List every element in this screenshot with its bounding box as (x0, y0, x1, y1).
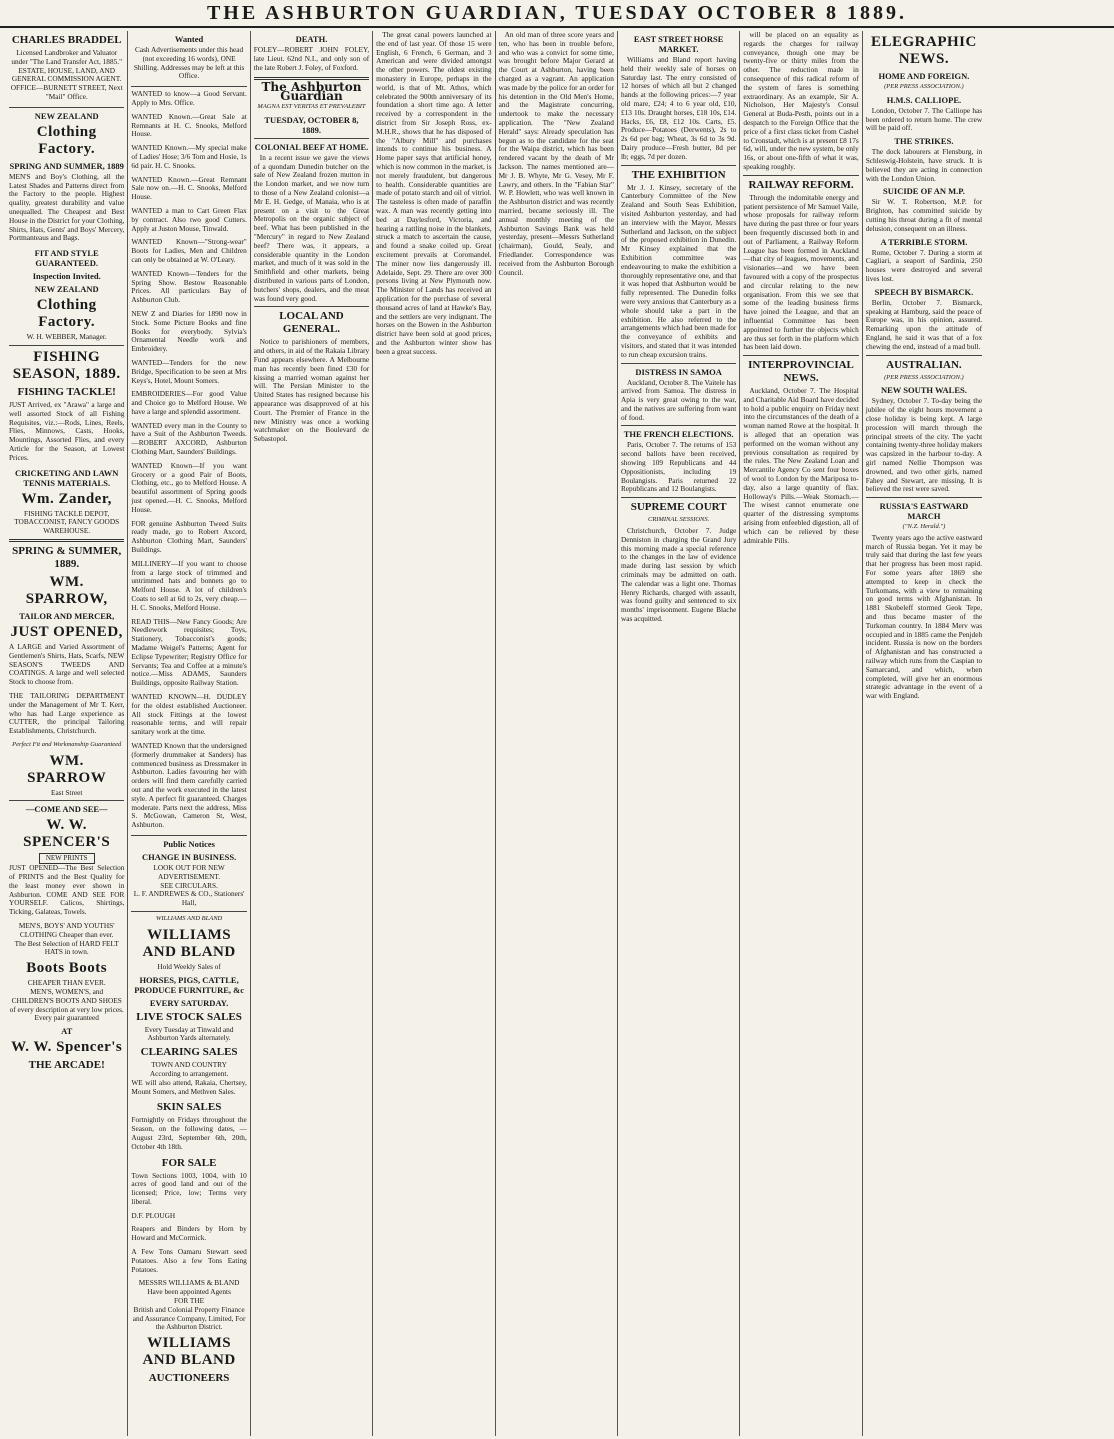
beef-heading: COLONIAL BEEF AT HOME. (254, 141, 369, 152)
divider (621, 497, 736, 498)
wanted-ad: WANTED Known.—Great Sale at Remnants at H. C. Snooks, Melford House. (131, 111, 247, 139)
divider (743, 355, 858, 356)
paper-title: The Ashburton Guardian (261, 80, 362, 104)
wanted-ad: READ THIS—New Fancy Goods; Are Needlework requisites; Toys, Stationery, Tobacconist's goods; Madame Weigel's Patterns; Agent for Eclipse Typewriter; Registry Office for Servants; Tea and Coffee at a minute's notice.—Miss ADAMS, Saunders Buildings, opposite Railway Station. (131, 616, 247, 688)
section-text: Town Sections 1003, 1004, with 10 acres of good land and out of the licensed; Price, low; Terms very liberal. (131, 1170, 247, 1206)
boots-ad-text: MEN'S, WOMEN'S, and CHILDREN'S BOOTS AND SHOES of every description at very low prices. Every pair guaranteed (9, 987, 124, 1023)
tailor-heading: TAILOR AND MERCER, (19, 610, 115, 621)
wanted-ad: EMBROIDERIES—For good Value and Choice go to Melford House. We have a large and splendid assortment. (131, 389, 247, 416)
columns (6, 31, 1108, 1436)
storm-text: Rome, October 7. During a storm at Cagliari, a seaport of Sardinia, 250 houses were destroyed and several lives lost. (865, 247, 983, 283)
wb-footer-heading: WILLIAMS AND BLAND (142, 1335, 236, 1369)
nz-heading-1: NEW ZEALAND (34, 110, 99, 121)
divider (9, 800, 124, 801)
wanted-ad: MILLINERY—If you want to choose from a large stock of trimmed and untrimmed hats and bonnets go to Melford House. A lot of children's Coats to sell at 6d to 2s, very cheap.—H. C. Snooks, Melford House. (131, 558, 247, 612)
east-street: East Street (50, 787, 83, 797)
mens-clothing: MEN'S, BOYS' AND YOUTHS' CLOTHING Cheaper than ever. (18, 921, 115, 939)
change-in-business: CHANGE IN BUSINESS. (141, 851, 237, 862)
wanted-ad: FOR genuine Ashburton Tweed Suits ready made, go to Robert Axcord, Ashburton Clothing Mart, Saunders' Buildings. (131, 518, 247, 555)
suicide-heading: SUICIDE OF AN M.P. (883, 186, 965, 197)
court-text: Christchurch, October 7. Judge Denniston in charging the Grand Jury this morning made a special reference to the changes in the law of evidence made during last session by which criminals may be admitted on oath. The calendar was a light one. Thomas Henry Richards, charged with assault, was found guilty and sentenced to six months' imprisonment. Eugene Blache was acquitted. (620, 526, 737, 624)
wb-heading: WILLIAMS AND BLAND (142, 926, 236, 960)
wanted-ad: WANTED Known—If you want Grocery or a good Pair of Boots, Clothing, etc., go to Melford House. A beautiful assortment of Spring goods just opened.—H. C. Snooks, Melford House. (131, 460, 247, 514)
braddel-heading: CHARLES BRADDEL (11, 34, 122, 46)
french-text: Paris, October 7. The returns of 153 second ballots have been received, showing 109 Republicans and 44 Oppositionists, including 19 Boulangists. Paris returned 22 Republicans and 12 Boulangists. (620, 440, 737, 494)
just-opened-heading: JUST OPENED, (10, 623, 123, 640)
spencer-heading-2: W. W. Spencer's (11, 1039, 123, 1056)
new-prints-box: NEW PRINTS (39, 853, 95, 864)
spencer-ad-text: JUST OPENED—The Best Selection of PRINTS and the Best Quality for the least money ever shown in Ashburton. COME AND SEE FOR YOURSELF. Calicos, Shirtings, Ticking, Galateas, Towels. (9, 863, 125, 917)
inspection-invited: Inspection Invited. (32, 271, 101, 282)
spring-summer-heading: SPRING & SUMMER, 1889. (12, 544, 122, 570)
auctioneers-heading: AUCTIONEERS (148, 1372, 230, 1385)
horse-market-text: Williams and Bland report having held their weekly sale of horses on Saturday last. The entry consisted of 12 horses of which all but 2 changed hands at the following prices:—7 year old mare, £24; 4 to 6 year old, £10, £13 10s. Draught horses, £18 10s, £14. Hacks, £6, £8, £12 10s. Carts, £5. Produce—Potatoes (Derwents), 2s to 2s 6d per bag; Wheat, 3s 6d to 3s 9d. Dairy produce—Fresh butter, 8d per lb; eggs, 7d per dozen. (620, 55, 737, 161)
divider (866, 497, 982, 498)
rakaia-text: WE will also attend, Rakaia, Chertsey, Mount Somers, and Methven Sales. (131, 1077, 247, 1096)
death-notice: FOLEY—ROBERT JOHN FOLEY, late Lieut. 62nd N.I., and only son of the late Robert J. Foley, of Foxford. (253, 45, 370, 72)
divider (621, 165, 736, 166)
bismarck-heading: SPEECH BY BISMARCK. (874, 286, 974, 297)
lookout-text: LOOK OUT FOR NEW ADVERTISEMENT. (153, 862, 225, 881)
australian-heading: AUSTRALIAN. (886, 358, 962, 371)
russia-heading: RUSSIA'S EASTWARD MARCH (879, 501, 969, 522)
divider (621, 425, 736, 426)
wanted-ad: NEW Z and Diaries for 1890 now in Stock. Some Picture Books and fine Books for everybody. Sylvia's Ornamental Needle work and Embroidery. (131, 308, 247, 354)
tailoring-text: THE TAILORING DEPARTMENT under the Management of Mr T. Kerr, who has had Large experience as CUTTER, the principal Tailoring Establishments, Christchurch. (9, 690, 125, 736)
column-4 (373, 31, 495, 1436)
public-notices-heading: Public Notices (163, 838, 215, 849)
town-country: TOWN AND COUNTRY (151, 1060, 227, 1070)
column-3 (251, 31, 373, 1436)
spencer-heading-1: W. W. SPENCER'S (23, 817, 111, 851)
suicide-text: Sir W. T. Robertson, M.P. for Brighton, has committed suicide by cutting his throat during a fit of mental delusion, consequent on an illness. (865, 197, 983, 233)
boots-subheading: CHEAPER THAN EVER. (27, 978, 106, 988)
sparrow-ad-text: A LARGE and Varied Assortment of Gentlemen's Shirts, Hats, Scarfs, NEW SEASON'S TWEEDS AND COATINGS. A large and well selected Stock to choose from. (9, 641, 125, 687)
column-7 (740, 31, 862, 1436)
masthead-title: THE ASHBURTON GUARDIAN, TUESDAY OCTOBER 8 1889. (206, 2, 908, 24)
nz-heading-2: NEW ZEALAND (34, 284, 99, 295)
calliope-text: London, October 7. The Calliope has been ordered to return home. The crew will be paid off. (865, 105, 983, 133)
spring-heading-1: SPRING AND SUMMER, 1889 (9, 160, 124, 171)
at-label: AT (61, 1026, 73, 1037)
felt-hats: The Best Selection of HARD FELT HATS in town. (14, 938, 119, 957)
boots-heading: Boots Boots (26, 960, 108, 977)
zander-heading: Wm. Zander, (21, 490, 112, 507)
clothing-factory-heading-2: Clothing Factory. (36, 297, 97, 331)
interprovincial-heading: INTERPROVINCIAL NEWS. (748, 359, 854, 385)
nsw-heading: NEW SOUTH WALES. (880, 385, 967, 396)
divider (621, 363, 736, 364)
issue-date: TUESDAY, OCTOBER 8, 1889. (264, 114, 359, 135)
horse-market-heading: EAST STREET HORSE MARKET. (633, 34, 724, 54)
livestock-heading: LIVE STOCK SALES (136, 1010, 242, 1023)
tackle-ad-text: JUST Arrived, ex "Arawa" a large and well assorted Stock of all Fishing Requisites, viz.:—Rods, Lines, Reels, Flies, Minnows, Casts, Hooks, Mountings, Assorted Flies, and every Article for the Season, at Lowest Prices. (9, 399, 125, 462)
masthead (0, 0, 1114, 28)
reapers-text: Reapers and Binders by Horn by Howard and McCormick. (131, 1224, 247, 1243)
local-article: Notice to parishioners of members, and others, in aid of the Rakaia Library Fund appears elsewhere. A Melbourne man has recently been fined £30 for kissing a married woman against her will. The Persian Minister to the United States has resigned because his appearance was disapproved of at his Court. The Premier of France in the new Ministry was once a working watchmaker on the Boulevard de Sebastopol. (253, 337, 370, 444)
clearing-heading: CLEARING SALES (140, 1046, 238, 1059)
calliope-heading: H.M.S. CALLIOPE. (886, 94, 962, 105)
column-1 (6, 31, 128, 1436)
for-sale-heading: FOR SALE (161, 1156, 217, 1169)
exhibition-heading: THE EXHIBITION (631, 168, 726, 181)
wanted-ad: WANTED Known.—Great Remnant Sale now on.—H. C. Snooks, Melford House. (131, 174, 247, 202)
insurance-text: British and Colonial Property Finance and Assurance Company, Limited, For the Ashburton District. (132, 1304, 246, 1332)
fishing-season-heading: FISHING SEASON, 1889. (12, 348, 121, 382)
samoa-heading: DISTRESS IN SAMOA (635, 366, 722, 377)
tinwald-text: Every Tuesday at Tinwald and Ashburton Yards alternately. (144, 1024, 234, 1043)
local-general-heading: LOCAL AND GENERAL. (279, 310, 344, 336)
samoa-text: Auckland, October 8. The Vaitele has arrived from Samoa. The distress in Apia is very great owing to the war, and the natives are suffering from want of food. (620, 377, 737, 422)
oamaru-text: A Few Tons Oamaru Stewart seed Potatoes. Also a few Tons Eating Potatoes. (131, 1247, 247, 1274)
braddel-ad: Licensed Landbroker and Valuator under "The Land Transfer Act, 1885." ESTATE, HOUSE, LAND, AND GENERAL COMMISSION AGENT. OFFICE—BURNETT STREET, Next "Mail" Office. (10, 48, 123, 101)
exhibition-text: Mr J. J. Kinsey, secretary of the Canterbury Committee of the New Zealand and South Seas Exhibition, visited Ashburton yesterday, and had an interview with the Mayor, Messrs Sutherland and Jackson, on the subject of the proposed exhibition in Dunedin. Mr Kinsey explained that the Exhibition committee was endeavouring to make the exhibition a thoroughly representative one, and that it was hoped that Ashburton would be fully represented. The Dunedin folks were very anxious that Canterbury as a whole should take a part in the exhibition. He also referred to the arrangements which had been made for the conveyance of exhibits and visitors, and stated that it was intended to run cheap excursion trains. (620, 182, 737, 359)
for-the: FOR THE (174, 1296, 205, 1306)
wb-small: WILLIAMS AND BLAND (155, 914, 223, 922)
press-association-2: (PER PRESS ASSOCIATION.) (884, 373, 964, 381)
weekly-sales: Hold Weekly Sales of (157, 961, 221, 971)
divider (254, 138, 369, 139)
cricketing-heading: CRICKETING AND LAWN TENNIS MATERIALS. (14, 467, 119, 488)
strikes-heading: THE STRIKES. (894, 136, 954, 147)
wanted-ad: WANTED—Tenders for the new Bridge, Specification to be seen at Mrs Keys's, Hotel, Mount Somers. (131, 357, 247, 385)
according-text: According to arrangement. (149, 1068, 229, 1078)
wanted-ad: WANTED Known.—My special make of Ladies' Hose; 3/6 Tom and Hosie, 1s 6d pair. H. C. Snooks. (131, 143, 247, 170)
clothing-ad-text: MEN'S and Boy's Clothing, all the Latest Shades and Patterns direct from the Factory to the people. Highest quality, greatest durability and value unequalled. The Cheapest and Best House in the District for your Clothing, Shirts, Hats, Gents' and Boys' Mercery, Portmanteaus and Bags. (9, 171, 125, 243)
railway-reform-heading: RAILWAY REFORM. (748, 178, 854, 191)
column-8 (863, 31, 985, 1436)
sparrow-heading-1: WM. SPARROW, (25, 573, 108, 607)
divider (9, 539, 124, 542)
wanted-ad: WANTED Known—Tenders for the Spring Show. Bestow Reasonable Prices. All particulars Bay of Ashburton Club. (131, 268, 247, 305)
fit-guarantee: Perfect Fit and Workmanship Guaranteed (12, 740, 122, 748)
divider (254, 306, 369, 307)
home-foreign-heading: HOME AND FOREIGN. (878, 71, 970, 81)
interprovincial-text: Auckland, October 7. The Hospital and Charitable Aid Board have decided to hold a public enquiry on Friday next into the circumstances of the death of a woman named Rowe at the hospital. It is alleged that an operation was performed on the woman without any previous consultation as required by the rules. The New Zealand Loan and Mercantile Agency Co sent four boxes of wool to London by the Mariposa to-day, also a large quantity of flax. Holloway's Pills.—Weak Stomach.—The wisest cannot enumerate one quarter of the distressing symptoms arising from enfeebled digestion, all of which can be relieved by these admirable Pills. (743, 386, 859, 545)
divider (9, 345, 124, 346)
death-heading: DEATH. (295, 34, 328, 44)
arcade-heading: THE ARCADE! (28, 1059, 105, 1072)
bismarck-text: Berlin, October 7. Bismarck, speaking at Hamburg, said the peace of Europe was, in his opinion, assured. Remarking upon the attitude of England, he said it was that of a fox chewing the end, instead of a mad bull. (865, 297, 983, 351)
plough-text: D.F. PLOUGH (131, 1210, 176, 1220)
news-paragraphs: The great canal powers launched at the end of last year. Of those 15 were English, 6 French, 6 German, and 3 American and were divided amongst the other powers. The oldest existing monastery in Europe, perhaps in the world, is that of Mt. Athos, which celebrated the 900th anniversary of its foundation a short time ago. A letter received by a correspondent in the district from Sir Joseph Ross, ex-M.H.R., shows that he has disposed of the "Albury Mill" and purchases intends to continue his business. A Home paper says that artificial honey, which is now common in the market, is not merely fraudulent, but dangerous to health. Considerable quantities are made of potato starch and oil of vitriol. The tasteless is often made of paraffin wax. A man was recently getting into bed at Daylesford, Victoria, and hearing a rattling noise in the blankets, struck a match to ascertain the cause, and found a snake coiled up. Great excitement prevails at Coromandel. The miner now lies dangerously ill. Adelaide, Sept. 29. There are over 300 persons living at New Plymouth now. The Minister of Lands has received an application for the purchase of several thousand acres of land at Hawke's Bay, and the settlers are very indignant. The horses on the Bowen in the Ashburton district have been sold at good prices, and the Ashburton winter show has been a great success. (376, 31, 492, 356)
wanted-intro: Cash Advertisements under this head (not exceeding 16 words), ONE Shilling. Addresses may be left at this Office. (133, 45, 245, 81)
divider (131, 835, 246, 836)
horses-heading: HORSES, PIGS, CATTLE, PRODUCE FURNITURE, &c (134, 974, 244, 995)
russia-text: Twenty years ago the active eastward march of Russia began. Yet it may be truly said that during the last few years that her progress has been most rapid. For some years after 1869 she attempted to keep in check the Turkomans, with a view to remaining on good terms with Afghanistan. In 1881 Skobeleff stormed Geok Tepe, and thus became master of the Turkoman country. In 1884 Merv was occupied and in 1885 came the Penjdeh incident. Russia is now on the borders of Afghanistan and has constructed a railway which runs from the Caspian to Samarcand, and which, when completed, will give her an enormous strategic advantage in the event of a war with England. (865, 532, 983, 701)
french-heading: THE FRENCH ELECTIONS. (623, 429, 734, 440)
nsw-text: Sydney, October 7. To-day being the jubilee of the eight hours movement a close holiday is being kept. A large procession will march through the principal streets of the city. The yacht containing twenty-three holiday makers was capsized in the harbour to-day. A girl named Nellie Thompson was drowned, and two other girls, named Fahey and Stewart, are missing. It is believed the rest were saved. (865, 396, 983, 494)
divider (743, 175, 858, 176)
manager-name: W. H. WEBBER, Manager. (26, 332, 107, 342)
column-2 (128, 31, 250, 1436)
storm-heading: A TERRIBLE STORM. (880, 236, 968, 247)
wanted-heading: Wanted (174, 34, 204, 44)
divider (9, 107, 124, 108)
fit-style: FIT AND STYLE GUARANTEED. (34, 248, 99, 269)
divider (131, 86, 246, 87)
court-subheading: CRIMINAL SESSIONS. (648, 516, 710, 524)
news-paragraphs: An old man of three score years and ten, who has been in trouble before, and who was a convict for some time, was brought before Major Gerard at the Court at Ashburton, having been charged as a vagrant. An application was made by the police for an order for his detention in the Old Men's Home, and the Magistrate concurring, undertook to make the necessary application. The "New Zealand Herald" says: Already speculation has begun as to the candidate for the seat for the Waipa district, which has been rendered vacant by the death of Mr Jackson. The names mentioned are—Mr J. B. Whyte, Mr G. Vesey, Mr F. Lawry, and others. In the "Fabian Star" W. P. Howlett, who was well known in the Ashburton district and was recently married, became seriously ill. The annual monthly meeting of the Ashburton Savings Bank was held yesterday, present—Messrs Sutherland (chairman), Gould, Sealy, and Friedlander. Correspondence was received from the Ashburton Borough Council. (498, 31, 614, 277)
wanted-ad: WANTED every man in the County to have a Suit of the Ashburton Tweeds.—ROBERT AXCORD, Ashburton Clothing Mart, Saunders' Buildings. (131, 420, 247, 457)
zander-subheading: FISHING TACKLE DEPOT, TOBACCONIST, FANCY GOODS WAREHOUSE. (14, 508, 120, 536)
fishing-tackle-heading: FISHING TACKLE! (17, 385, 116, 398)
appointed-text: MESSRS WILLIAMS & BLAND Have been appointed Agents (138, 1278, 240, 1297)
see-circulars: SEE CIRCULARS. (160, 880, 218, 890)
andrewes-name: L. F. ANDREWES & CO., Stationers' Hall, (133, 889, 245, 908)
column-5 (496, 31, 618, 1436)
sparrow-heading-2: WM. SPARROW (27, 752, 107, 786)
paper-motto: MAGNA EST VERITAS ET PREVALEBIT (257, 102, 366, 110)
fortnightly-text: Fortnightly on Fridays throughout the Season, on the following dates, —August 23rd, September 6th, 20th, October 4th 18th. (131, 1115, 247, 1151)
divider (866, 355, 982, 356)
beef-article: In a recent issue we gave the views of a quondam Dunedin butcher on the sale of New Zealand frozen mutton in the London market, and we now turn to those of a New Zealand colonist—a Mr E. H. Gedge, of Manaia, who is at present on a visit to the Great Metropolis on the organic subject of beef. What has been published in the "Mercury" in regard to New Zealand beef? There was, it appears, a considerable quantity in the London market, and much of it was sold in the Smithfield and other markets, being distributed in various parts of London, butchers' shops, dealers, and the meat was found very good. (253, 152, 370, 303)
press-association: (PER PRESS ASSOCIATION.) (884, 83, 964, 90)
come-and-see: —COME AND SEE— (25, 804, 108, 815)
skin-sales-heading: SKIN SALES (156, 1101, 222, 1114)
railway-reform-text: Through the indomitable energy and patient persistence of Mr Samuel Vaile, whose proposals for railway reform have during the past three or four years been frequently discussed both in and out of Parliament, a Railway Reform League has been formed in Auckland—that city of leagues, movements, and visionaries—and we have been favoured with a copy of the prospectus and circular relating to the new organisation. From this we see that some of the leading business firms have joined the League, and that an influential Committee has been appointed to further the objects which are thus set forth in the platform which has been laid down. (743, 192, 859, 352)
divider (131, 911, 246, 912)
clothing-factory-heading-1: Clothing Factory. (36, 123, 97, 157)
wanted-ad: WANTED a man to Cart Green Flax by contract. Also two good Cutters. Apply at Juston Mouse, Tinwald. (131, 205, 247, 233)
column-6 (618, 31, 740, 1436)
wanted-ad: WANTED Known—"Strong-wear" Boots for Ladies, Men and Children can only be obtained at W. O'Leary. (131, 237, 247, 264)
railway-continuation: will be placed on an equality as regards the charges for railway conveyance, though one may be twenty-five or thirty miles from the other. The reduction made in consequence of this radical reform of the system of fares is something extraordinary. As an example, Sir A. Nicholson, Her Majesty's Consul General at Buda-Pesth, points out in a despatch to the Foreign Office that the price of a first class ticket from Cashel to Cronstadt, which is at present £8 17s 6d, will, under the new system, be only 16s, or about one-fifth of what it was, speaking roughly. (743, 31, 859, 171)
wanted-ad: WANTED to know—a Good Servant. Apply to Mrs. Office. (131, 89, 247, 107)
strikes-text: The dock labourers at Flensburg, in Schleswig-Holstein, have struck. It is believed they are acting in connection with the London Union. (865, 147, 983, 183)
russia-source: ("N.Z. Herald.") (902, 523, 946, 531)
wanted-ad: WANTED Known that the undersigned (formerly drummaker at Sanders) has commenced business as Dressmaker in Ashburton. Ladies favouring her with orders will find them carefully carried out and the work executed in the latest style. A perfect fit guaranteed. Charges moderate. Parts next the address, Miss S. McGowan, Cameron St, West, Ashburton. (131, 740, 247, 830)
court-heading: SUPREME COURT (630, 501, 727, 514)
telegraphic-heading: ELEGRAPHIC NEWS. (871, 34, 977, 67)
wanted-ad: WANTED KNOWN—H. DUDLEY for the oldest established Auctioneer. All stock Fittings at the lowest reasonable terms, and will repair sanitary work at the time. (131, 692, 247, 737)
every-saturday: EVERY SATURDAY. (149, 997, 229, 1008)
